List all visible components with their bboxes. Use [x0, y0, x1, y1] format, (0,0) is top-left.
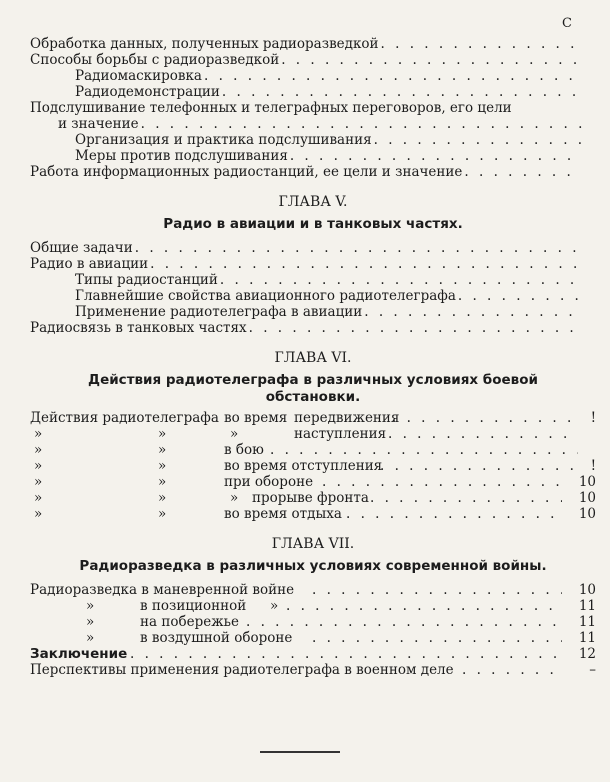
- toc-entry: Подслушивание телефонных и телеграфных переговоров, его цели: [30, 100, 512, 116]
- toc-entry: и значение . . .: [30, 116, 596, 132]
- toc-entry: » в воздушной обороне . . . 11: [30, 630, 596, 646]
- page-number: С: [562, 16, 572, 31]
- chapter-heading: ГЛАВА VI.: [274, 350, 352, 366]
- toc-entry: Перспективы применения радиотелеграфа в военном деле . . . –: [30, 662, 596, 678]
- toc-entry: » » » прорыве фронта . . . 10: [30, 490, 596, 506]
- toc-entry: Главнейшие свойства авиационного радиотелеграфа . . .: [30, 288, 596, 304]
- toc-entry: Радиодемонстрации . . .: [30, 84, 596, 100]
- toc-entry: » » во время отдыха . . . 10: [30, 506, 596, 522]
- toc-entry: Радиосвязь в танковых частях . . .: [30, 320, 596, 336]
- toc-entry: Меры против подслушивания . . .: [30, 148, 596, 164]
- toc-entry: Организация и практика подслушивания . . .: [30, 132, 596, 148]
- toc-entry: Радиоразведка в маневренной войне . . . 10: [30, 582, 596, 598]
- toc-entry: Типы радиостанций . . .: [30, 272, 596, 288]
- toc-entry: Заключение . . . 12: [30, 646, 596, 662]
- toc-entry: » » в бою . . .: [30, 442, 596, 458]
- chapter-title: Радио в авиации и в танковых частях.: [163, 216, 463, 232]
- toc-entry: Общие задачи . . .: [30, 240, 596, 256]
- toc-entry: » в позиционной » . . . 11: [30, 598, 596, 614]
- chapter-title: Радиоразведка в различных условиях современной войны.: [79, 558, 547, 574]
- toc-entry: » » при обороне . . . 10: [30, 474, 596, 490]
- table-of-contents: [30, 36, 596, 678]
- closing-rule: [260, 751, 340, 753]
- toc-entry: Способы борьбы с радиоразведкой . . .: [30, 52, 596, 68]
- toc-entry: Применение радиотелеграфа в авиации . . .: [30, 304, 596, 320]
- toc-entry: » » во время отступления . . . !: [30, 458, 596, 474]
- toc-entry: Действия радиотелеграфа во время передвижения . . . !: [30, 410, 596, 426]
- chapter-title: Действия радиотелеграфа в различных условиях боевой обстановки.: [88, 372, 538, 405]
- toc-entry: Обработка данных, полученных радиоразведкой . . .: [30, 36, 596, 52]
- toc-entry: » » » наступления . . .: [30, 426, 596, 442]
- toc-entry: Радио в авиации . . .: [30, 256, 596, 272]
- toc-entry: » на побережье . . . 11: [30, 614, 596, 630]
- toc-entry: Радиомаскировка . . .: [30, 68, 596, 84]
- chapter-heading: ГЛАВА VII.: [271, 536, 355, 552]
- toc-entry: Работа информационных радиостанций, ее цели и значение . . .: [30, 164, 596, 180]
- chapter-heading: ГЛАВА V.: [278, 194, 348, 210]
